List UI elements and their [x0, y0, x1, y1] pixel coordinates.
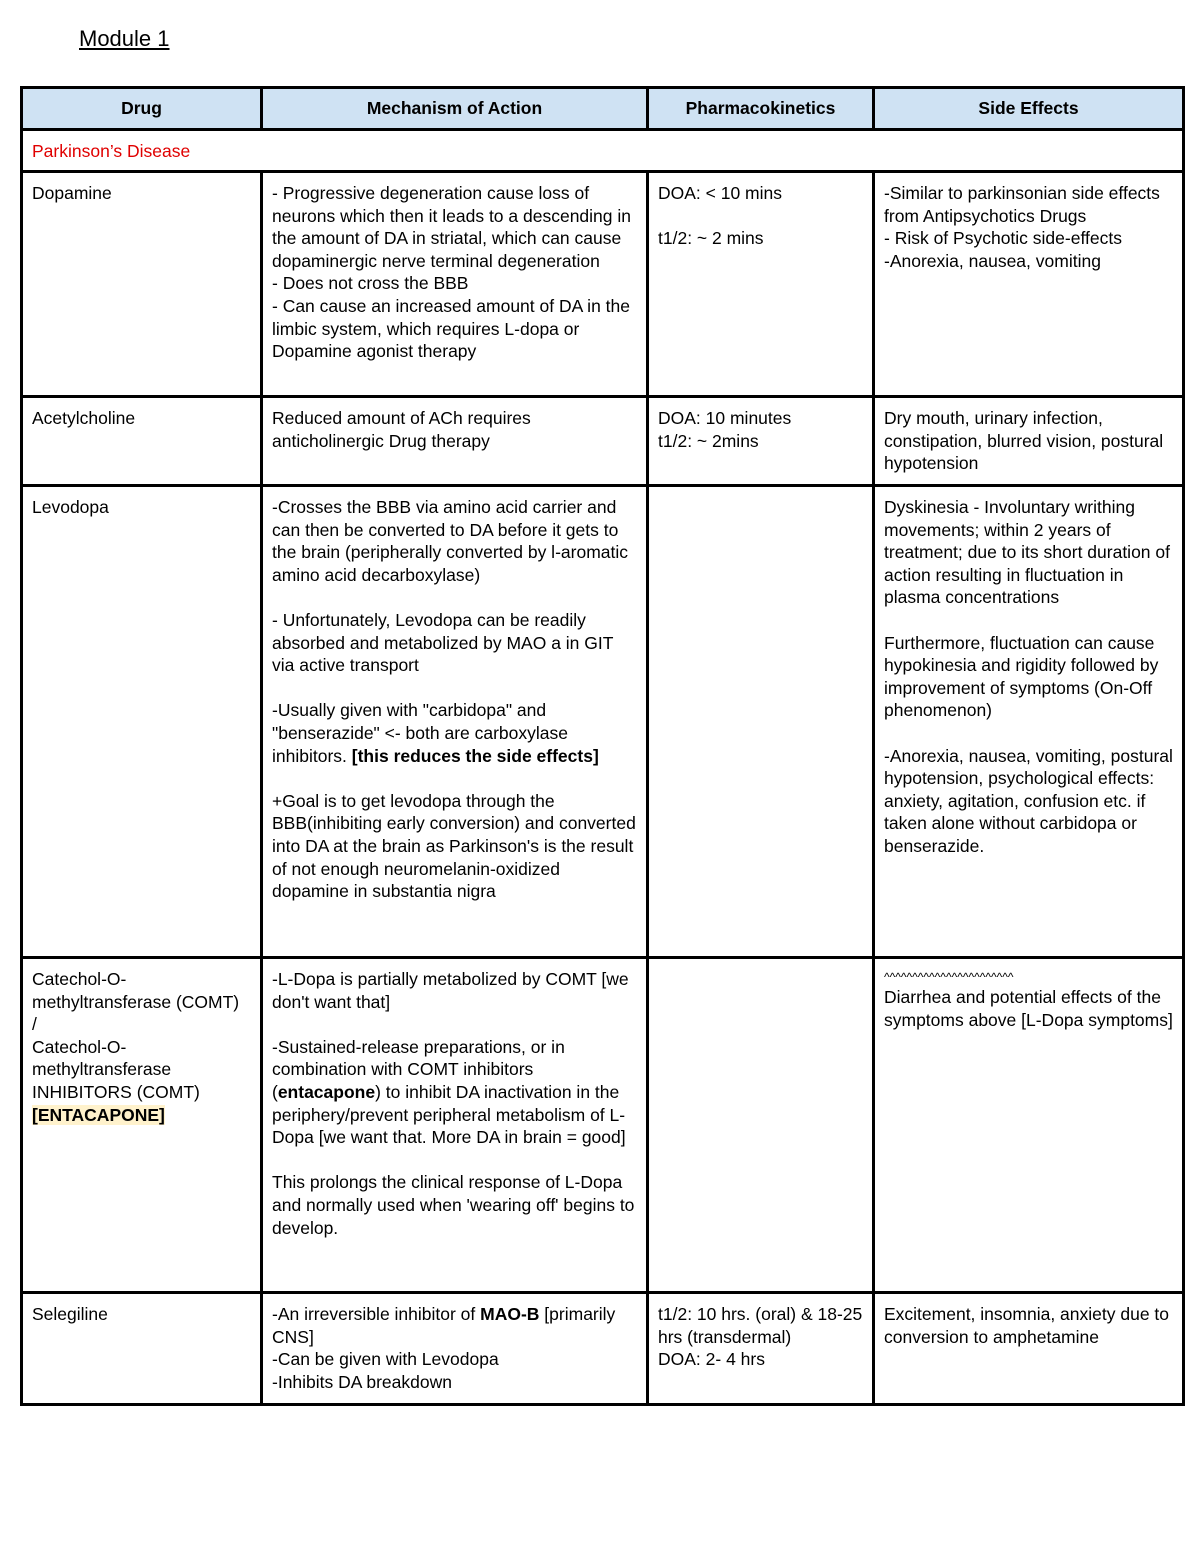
text-line: Excitement, insomnia, anxiety due to conversion to amphetamine: [884, 1304, 1170, 1347]
table-row: [22, 1293, 1184, 1405]
side-effects-cell: [874, 958, 1184, 1293]
mechanism-cell: [262, 958, 648, 1293]
bold-term: entacapone: [277, 1081, 376, 1102]
text-line: t1/2: ~ 2 mins: [658, 228, 764, 249]
side-effects-cell: [874, 486, 1184, 958]
pharmacokinetics-cell: [648, 958, 874, 1293]
text-line: [272, 1303, 638, 1348]
text-line: Catechol-O-methyltransferase (COMT): [32, 969, 240, 1012]
text-line: This prolongs the clinical response of L-Dopa and normally used when 'wearing off' begins to develop.: [272, 1172, 635, 1238]
header-mechanism: Mechanism of Action: [262, 88, 648, 130]
mechanism-cell: [262, 172, 648, 397]
drug-name: Levodopa: [22, 486, 262, 958]
section-row: [22, 130, 1184, 172]
mechanism-cell: [262, 397, 648, 486]
side-effects-cell: [874, 172, 1184, 397]
text-line: [272, 1036, 638, 1149]
text-line: t1/2: 10 hrs. (oral) & 18-25 hrs (transdermal): [658, 1304, 863, 1347]
text-line: t1/2: ~ 2mins: [658, 430, 759, 451]
text-span: ) to inhibit DA inactivation in the periphery/prevent peripheral metabolism of L-Dopa [we want that. More DA in brain = good]: [272, 1081, 626, 1148]
text-line: -Similar to parkinsonian side effects from Antipsychotics Drugs: [884, 183, 1160, 226]
header-row: [22, 88, 1184, 130]
drug-name: Selegiline: [22, 1293, 262, 1405]
text-span: -Usually given with "carbidopa" and "benserazide" <- both are carboxylase inhibitors.: [272, 700, 568, 766]
text-span: -An irreversible inhibitor of: [272, 1304, 481, 1324]
text-line: - Does not cross the BBB: [272, 273, 469, 294]
text-line: [272, 699, 638, 767]
header-drug: Drug: [22, 88, 262, 130]
text-line: -L-Dopa is partially metabolized by COMT [we don't want that]: [272, 969, 629, 1012]
drug-name: Acetylcholine: [22, 397, 262, 486]
text-span: [primarily CNS]: [272, 1304, 616, 1347]
text-line: Furthermore, fluctuation can cause hypokinesia and rigidity followed by improvement of symptoms (On-Off phenomenon): [884, 632, 1159, 721]
text-line: -Can be given with Levodopa: [272, 1349, 499, 1370]
drug-name: [22, 958, 262, 1293]
text-line: DOA: 10 minutes: [658, 408, 792, 428]
text-line: Diarrhea and potential effects of the symptoms above [L-Dopa symptoms]: [884, 987, 1173, 1030]
pharmacokinetics-cell: [648, 397, 874, 486]
pharmacokinetics-cell: [648, 486, 874, 958]
text-line: - Can cause an increased amount of DA in the limbic system, which requires L-dopa or Dopamine agonist therapy: [272, 295, 630, 362]
drug-table: [20, 86, 1185, 1406]
text-span: -Sustained-release preparations, or in combination with COMT inhibitors (: [272, 1036, 565, 1102]
text-line: Catechol-O-methyltransferase INHIBITORS (COMT): [32, 1036, 200, 1102]
header-pharmacokinetics: Pharmacokinetics: [648, 88, 874, 130]
text-line: - Progressive degeneration cause loss of neurons which then it leads to a descending in the amount of DA in striatal, which can cause dopaminergic nerve terminal degeneration: [272, 183, 631, 271]
text-line: -Anorexia, nausea, vomiting, postural hypotension, psychological effects: anxiety, agitation, confusion etc. if taken alone without carbidopa or benserazide.: [884, 745, 1173, 856]
text-line: Dry mouth, urinary infection, constipation, blurred vision, postural hypotension: [884, 408, 1164, 474]
pharmacokinetics-cell: [648, 1293, 874, 1405]
header-side-effects: Side Effects: [874, 88, 1184, 130]
text-line: - Unfortunately, Levodopa can be readily absorbed and metabolized by MAO a in GIT via active transport: [272, 609, 614, 676]
text-line: /: [32, 1014, 37, 1035]
text-line: -Crosses the BBB via amino acid carrier and can then be converted to DA before it gets to the brain (peripherally converted by l-aromatic amino acid decarboxylase): [272, 497, 628, 585]
table-row: [22, 397, 1184, 486]
bold-term: MAO-B: [480, 1304, 540, 1324]
mechanism-cell: [262, 486, 648, 958]
text-line: [32, 1104, 252, 1127]
text-line: ^^^^^^^^^^^^^^^^^^^^^^^: [884, 970, 1014, 984]
text-line: -Anorexia, nausea, vomiting: [884, 250, 1101, 271]
table-row: [22, 958, 1184, 1293]
page-title: Module 1: [79, 26, 170, 51]
pharmacokinetics-cell: [648, 172, 874, 397]
bold-note: [this reduces the side effects]: [351, 745, 599, 766]
text-line: DOA: 2- 4 hrs: [658, 1349, 765, 1370]
drug-name: Dopamine: [22, 172, 262, 397]
text-line: Reduced amount of ACh requires anticholinergic Drug therapy: [272, 408, 531, 451]
side-effects-cell: [874, 1293, 1184, 1405]
table-row: [22, 486, 1184, 958]
side-effects-cell: [874, 397, 1184, 486]
text-line: - Risk of Psychotic side-effects: [884, 228, 1122, 249]
mechanism-cell: [262, 1293, 648, 1405]
text-line: Dyskinesia - Involuntary writhing movements; within 2 years of treatment; due to its short duration of action resulting in fluctuation in plasma concentrations: [884, 497, 1170, 608]
section-title: Parkinson’s Disease: [22, 130, 1184, 172]
highlighted-drug: [ENTACAPONE]: [32, 1104, 165, 1125]
text-line: -Inhibits DA breakdown: [272, 1371, 452, 1392]
text-line: DOA: < 10 mins: [658, 183, 783, 203]
text-line: +Goal is to get levodopa through the BBB(inhibiting early conversion) and converted into DA at the brain as Parkinson's is the result of not enough neuromelanin-oxidized dopamine in substantia nigra: [272, 790, 636, 902]
table-row: [22, 172, 1184, 397]
